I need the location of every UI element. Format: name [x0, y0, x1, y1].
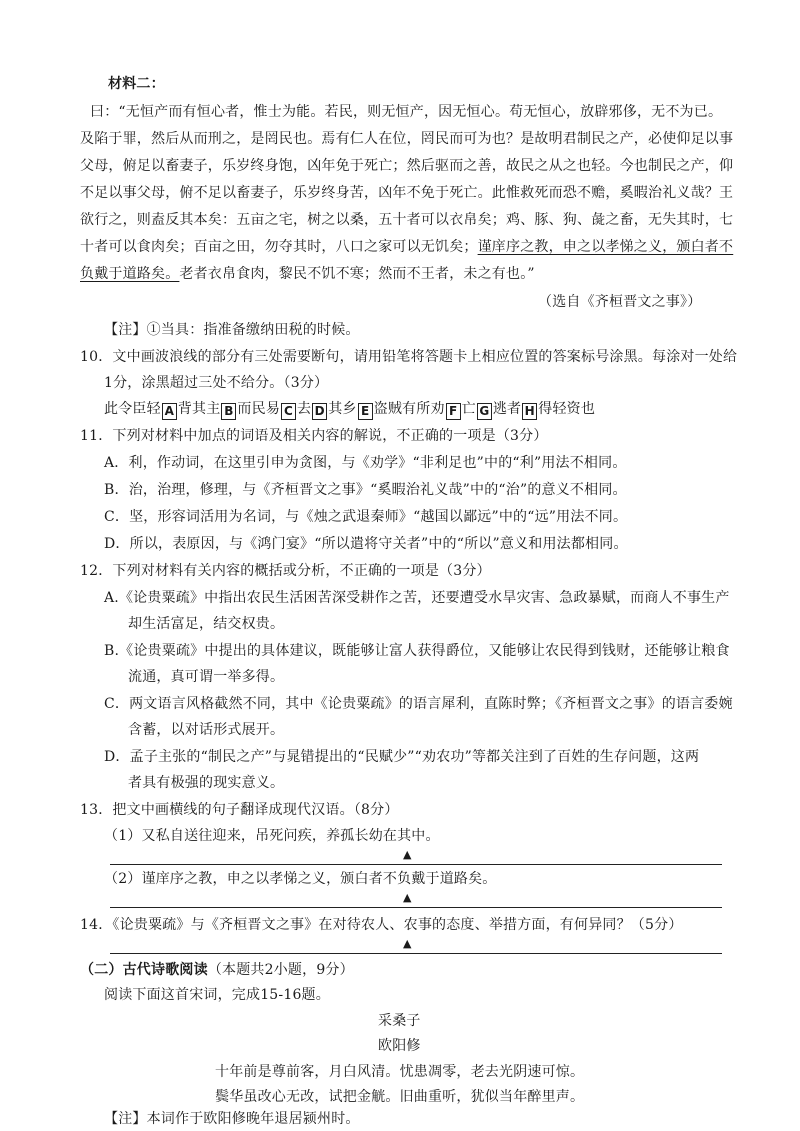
break-option-box[interactable]: C: [281, 403, 296, 420]
underlined-sentence-part1: 谨庠序之教，申之以孝悌之义，颁白者不: [477, 239, 734, 255]
q11-option-d: D．所以，表原因，与《鸿门宴》“所以遣将守关者”中的“所以”意义和用法都相同。: [104, 536, 628, 552]
passage-text: 十者可以食肉矣；百亩之田，勿夺其时，八口之家可以无饥矣；: [80, 239, 478, 255]
sentence-segment: 亡: [461, 401, 476, 417]
break-option-box[interactable]: E: [358, 403, 373, 420]
sentence-segment: 而民易: [237, 401, 281, 417]
passage-line: 及陷于罪，然后从而刑之，是罔民也。焉有仁人在位，罔民而可为也？是故明君制民之产，必使仰足以事: [80, 131, 734, 147]
sentence-segment: 逃者: [492, 401, 522, 417]
sentence-segment: 得轻资也: [538, 401, 596, 417]
passage-line: 父母，俯足以畜妻子，乐岁终身饱，凶年免于死亡；然后驱而之善，故民之从之也轻。今也制民之产，仰: [80, 158, 734, 174]
q12-option-c: C．两文语言风格截然不同，其中《论贵粟疏》的语言犀利，直陈时弊；《齐桓晋文之事》的语言委婉: [104, 696, 733, 712]
answer-line[interactable]: [110, 864, 722, 865]
answer-line[interactable]: [110, 907, 722, 908]
q11-option-a: A．利，作动词，在这里引申为贪图，与《劝学》“非利足也”中的“利”用法不相同。: [104, 455, 627, 471]
q10-stem-line1: 10．文中画波浪线的部分有三处需要断句，请用铅笔将答题卡上相应位置的答案标号涂黑。每涂对一处给: [80, 349, 738, 365]
q12-option-b-cont: 流通，真可谓一举多得。: [128, 669, 285, 685]
q11-option-c: C．坚，形容词活用为名词，与《烛之武退秦师》“越国以鄙远”中的“远”用法不同。: [104, 509, 628, 525]
section-instruction: 阅读下面这首宋词，完成15-16题。: [104, 987, 330, 1003]
source-citation: （选自《齐桓晋文之事》）: [538, 294, 702, 310]
note-1: 【注】①当具：指准备缴纳田税的时候。: [104, 322, 360, 338]
poem-title: 采桑子: [378, 1013, 421, 1029]
break-option-box[interactable]: B: [221, 403, 236, 420]
q10-stem-line2: 1分，涂黑超过三处不给分。（3分）: [104, 375, 329, 391]
section-score-note: （本题共2小题，9分）: [207, 962, 354, 978]
poem-line-2: 鬓华虽改心无改，试把金觥。旧曲重听，犹似当年醉里声。: [215, 1089, 585, 1105]
poem-line-1: 十年前是尊前客，月白风清。忧患凋零，老去光阴速可惊。: [215, 1064, 585, 1080]
break-option-box[interactable]: H: [522, 403, 537, 420]
break-option-box[interactable]: A: [162, 403, 177, 420]
underlined-sentence-part2: 负戴于道路矣。: [80, 266, 180, 282]
sentence-segment: 其乡: [328, 401, 357, 417]
q12-option-a: A.《论贵粟疏》中指出农民生活困苦深受耕作之苦，还要遭受水旱灾害、急政暴赋，而商人不事生产: [104, 590, 730, 606]
page-footer: 高一语文试题 第 6 页（共 8 页）: [300, 1127, 345, 1131]
q11-stem: 11．下列对材料中加点的词语及相关内容的解说，不正确的一项是（3分）: [80, 428, 548, 444]
q12-stem: 12．下列对材料有关内容的概括或分析，不正确的一项是（3分）: [80, 563, 491, 579]
q14-stem: 14．《论贵粟疏》与《齐桓晋文之事》在对待农人、农事的态度、举措方面，有何异同？（5分）: [80, 917, 683, 933]
sentence-segment: 盗贼有所劝: [373, 401, 445, 417]
passage-line: 不足以事父母，俯不足以畜妻子，乐岁终身苦，凶年不免于死亡。此惟救死而恐不赡，奚暇治礼义哉？王: [80, 185, 734, 201]
answer-marker: ▲: [403, 937, 412, 950]
poem-author: 欧阳修: [378, 1038, 421, 1054]
passage-line-7: [80, 265, 535, 283]
passage-text: 老者衣帛食肉，黎民不饥不寒；然而不王者，未之有也。”: [179, 266, 535, 282]
q12-option-b: B.《论贵粟疏》中提出的具体建议，既能够让富人获得爵位，又能够让农民得到钱财，还能够让粮食: [104, 643, 730, 659]
sentence-segment: 此令臣轻: [104, 401, 161, 417]
q13-stem: 13．把文中画横线的句子翻译成现代汉语。（8分）: [80, 802, 399, 818]
passage-line: 欲行之，则盍反其本矣：五亩之宅，树之以桑，五十者可以衣帛矣；鸡、豚、狗、彘之畜，无失其时，七: [80, 212, 734, 228]
sentence-segment: 去: [297, 401, 312, 417]
passage-line-6: [80, 238, 733, 256]
answer-marker: ▲: [403, 848, 412, 861]
section-title: （二）古代诗歌阅读: [80, 962, 208, 978]
q11-option-b: B．治，治理，修理，与《齐桓晋文之事》“奚暇治礼义哉”中的“治”的意义不相同。: [104, 482, 627, 498]
sentence-segment: 背其主: [177, 401, 221, 417]
break-option-box[interactable]: G: [477, 403, 492, 420]
q10-segmented-sentence: [104, 400, 595, 420]
material-heading: 材料二：: [108, 76, 165, 92]
q12-option-a-cont: 却生活富足，结交权贵。: [128, 616, 285, 632]
answer-marker: ▲: [403, 891, 412, 904]
note-2: 【注】本词作于欧阳修晚年退居颍州时。: [104, 1111, 360, 1127]
break-option-box[interactable]: D: [312, 403, 327, 420]
passage-line: 曰：“无恒产而有恒心者，惟士为能。若民，则无恒产，因无恒心。苟无恒心，放辟邪侈，无不为已。: [90, 104, 723, 120]
q12-option-d: D．孟子主张的“制民之产”与晁错提出的“民赋少”“劝农功”等都关注到了百姓的生存问题，这两: [104, 749, 700, 765]
q13-item-2: （2）谨庠序之教，申之以孝悌之义，颁白者不负戴于道路矣。: [104, 871, 497, 887]
q12-option-c-cont: 含蓄，以对话形式展开。: [128, 722, 285, 738]
section-heading: [80, 961, 354, 979]
q12-option-d-cont: 者具有极强的现实意义。: [128, 775, 285, 791]
break-option-box[interactable]: F: [446, 403, 461, 420]
answer-line[interactable]: [110, 953, 722, 954]
q13-item-1: （1）又私自送往迎来，吊死问疾，养孤长幼在其中。: [104, 828, 440, 844]
